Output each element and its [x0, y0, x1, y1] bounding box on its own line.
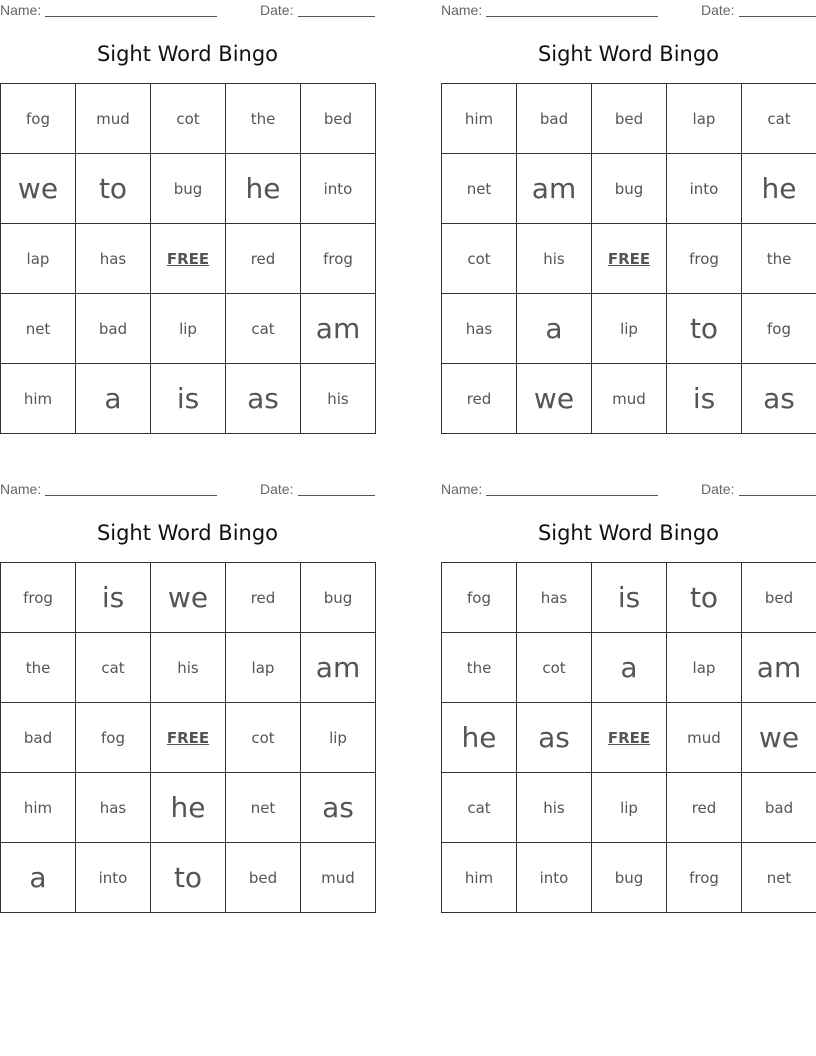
word-cell: his: [301, 364, 376, 434]
date-label: Date:: [701, 2, 735, 18]
word-cell: we: [151, 563, 226, 633]
word-cell: net: [742, 843, 816, 913]
bingo-row: [442, 84, 816, 154]
bingo-row: [442, 154, 816, 224]
name-label: Name:: [0, 2, 42, 18]
date-label: Date:: [701, 481, 735, 497]
bingo-row: [1, 224, 376, 294]
bingo-row: [442, 294, 816, 364]
bingo-grid: [0, 83, 376, 434]
bingo-row: [1, 154, 376, 224]
word-cell: has: [76, 224, 151, 294]
word-cell: the: [442, 633, 517, 703]
word-cell: bad: [742, 773, 816, 843]
name-field-line[interactable]: [486, 495, 658, 496]
bingo-row: [442, 703, 816, 773]
word-cell: into: [667, 154, 742, 224]
card-title: Sight Word Bingo: [96, 521, 279, 545]
word-cell: am: [742, 633, 816, 703]
word-cell: we: [742, 703, 816, 773]
bingo-card-4: [441, 479, 816, 919]
word-cell: is: [592, 563, 667, 633]
word-cell: lap: [667, 633, 742, 703]
word-cell: bed: [226, 843, 301, 913]
word-cell: am: [517, 154, 592, 224]
bingo-grid: [441, 83, 816, 434]
date-label: Date:: [260, 481, 294, 497]
bingo-row: [1, 294, 376, 364]
word-cell: to: [76, 154, 151, 224]
word-cell: net: [442, 154, 517, 224]
word-cell: frog: [301, 224, 376, 294]
word-cell: a: [76, 364, 151, 434]
word-cell: a: [592, 633, 667, 703]
card-title: Sight Word Bingo: [96, 42, 279, 66]
word-cell: lap: [667, 84, 742, 154]
date-label: Date:: [260, 2, 294, 18]
word-cell: we: [517, 364, 592, 434]
word-cell: his: [151, 633, 226, 703]
free-space-cell: FREE: [592, 703, 667, 773]
name-field-line[interactable]: [45, 16, 217, 17]
word-cell: we: [1, 154, 76, 224]
bingo-row: [1, 703, 376, 773]
word-cell: the: [1, 633, 76, 703]
word-cell: has: [76, 773, 151, 843]
word-cell: bug: [301, 563, 376, 633]
word-cell: red: [667, 773, 742, 843]
word-cell: lip: [592, 294, 667, 364]
free-space-cell: FREE: [592, 224, 667, 294]
word-cell: the: [742, 224, 816, 294]
word-cell: he: [442, 703, 517, 773]
bingo-row: [442, 843, 816, 913]
bingo-row: [1, 633, 376, 703]
word-cell: him: [442, 843, 517, 913]
word-cell: bed: [742, 563, 816, 633]
word-cell: red: [226, 563, 301, 633]
word-cell: am: [301, 633, 376, 703]
word-cell: cat: [76, 633, 151, 703]
word-cell: mud: [592, 364, 667, 434]
word-cell: cot: [442, 224, 517, 294]
word-cell: bed: [301, 84, 376, 154]
word-cell: bed: [592, 84, 667, 154]
word-cell: as: [742, 364, 816, 434]
word-cell: he: [151, 773, 226, 843]
date-field-line[interactable]: [298, 495, 375, 496]
name-field-line[interactable]: [45, 495, 217, 496]
word-cell: as: [226, 364, 301, 434]
word-cell: has: [442, 294, 517, 364]
name-field-line[interactable]: [486, 16, 658, 17]
card-header: [0, 481, 375, 497]
word-cell: cot: [226, 703, 301, 773]
word-cell: mud: [667, 703, 742, 773]
name-label: Name:: [441, 2, 483, 18]
word-cell: into: [301, 154, 376, 224]
word-cell: lip: [592, 773, 667, 843]
word-cell: red: [442, 364, 517, 434]
card-title: Sight Word Bingo: [537, 42, 720, 66]
word-cell: cat: [742, 84, 816, 154]
bingo-row: [1, 563, 376, 633]
word-cell: into: [517, 843, 592, 913]
word-cell: frog: [1, 563, 76, 633]
word-cell: is: [76, 563, 151, 633]
word-cell: bad: [76, 294, 151, 364]
word-cell: net: [226, 773, 301, 843]
bingo-grid: [441, 562, 816, 913]
word-cell: him: [1, 773, 76, 843]
name-label: Name:: [0, 481, 42, 497]
word-cell: bug: [592, 843, 667, 913]
word-cell: has: [517, 563, 592, 633]
word-cell: is: [667, 364, 742, 434]
word-cell: as: [301, 773, 376, 843]
date-field-line[interactable]: [739, 16, 816, 17]
bingo-row: [442, 224, 816, 294]
word-cell: bug: [151, 154, 226, 224]
free-space-cell: FREE: [151, 224, 226, 294]
card-title: Sight Word Bingo: [537, 521, 720, 545]
card-header: [0, 2, 375, 18]
word-cell: cat: [226, 294, 301, 364]
card-header: [441, 2, 816, 18]
word-cell: he: [742, 154, 816, 224]
word-cell: his: [517, 773, 592, 843]
word-cell: bug: [592, 154, 667, 224]
word-cell: lip: [151, 294, 226, 364]
word-cell: am: [301, 294, 376, 364]
word-cell: frog: [667, 224, 742, 294]
free-space-cell: FREE: [151, 703, 226, 773]
word-cell: a: [1, 843, 76, 913]
bingo-row: [442, 563, 816, 633]
word-cell: frog: [667, 843, 742, 913]
word-cell: cot: [151, 84, 226, 154]
word-cell: to: [151, 843, 226, 913]
word-cell: lip: [301, 703, 376, 773]
word-cell: net: [1, 294, 76, 364]
word-cell: cot: [517, 633, 592, 703]
word-cell: to: [667, 294, 742, 364]
bingo-row: [1, 84, 376, 154]
bingo-row: [1, 843, 376, 913]
bingo-card-2: [441, 0, 816, 440]
word-cell: he: [226, 154, 301, 224]
word-cell: red: [226, 224, 301, 294]
word-cell: him: [1, 364, 76, 434]
word-cell: fog: [442, 563, 517, 633]
word-cell: fog: [76, 703, 151, 773]
word-cell: fog: [742, 294, 816, 364]
word-cell: is: [151, 364, 226, 434]
word-cell: mud: [301, 843, 376, 913]
word-cell: him: [442, 84, 517, 154]
bingo-card-1: [0, 0, 375, 440]
word-cell: into: [76, 843, 151, 913]
word-cell: the: [226, 84, 301, 154]
word-cell: cat: [442, 773, 517, 843]
word-cell: as: [517, 703, 592, 773]
bingo-row: [442, 633, 816, 703]
word-cell: to: [667, 563, 742, 633]
word-cell: lap: [226, 633, 301, 703]
word-cell: his: [517, 224, 592, 294]
date-field-line[interactable]: [298, 16, 375, 17]
word-cell: fog: [1, 84, 76, 154]
word-cell: lap: [1, 224, 76, 294]
bingo-row: [442, 364, 816, 434]
word-cell: mud: [76, 84, 151, 154]
bingo-grid: [0, 562, 376, 913]
bingo-card-3: [0, 479, 375, 919]
date-field-line[interactable]: [739, 495, 816, 496]
word-cell: bad: [1, 703, 76, 773]
bingo-row: [1, 773, 376, 843]
card-header: [441, 481, 816, 497]
bingo-row: [1, 364, 376, 434]
bingo-row: [442, 773, 816, 843]
word-cell: bad: [517, 84, 592, 154]
name-label: Name:: [441, 481, 483, 497]
word-cell: a: [517, 294, 592, 364]
